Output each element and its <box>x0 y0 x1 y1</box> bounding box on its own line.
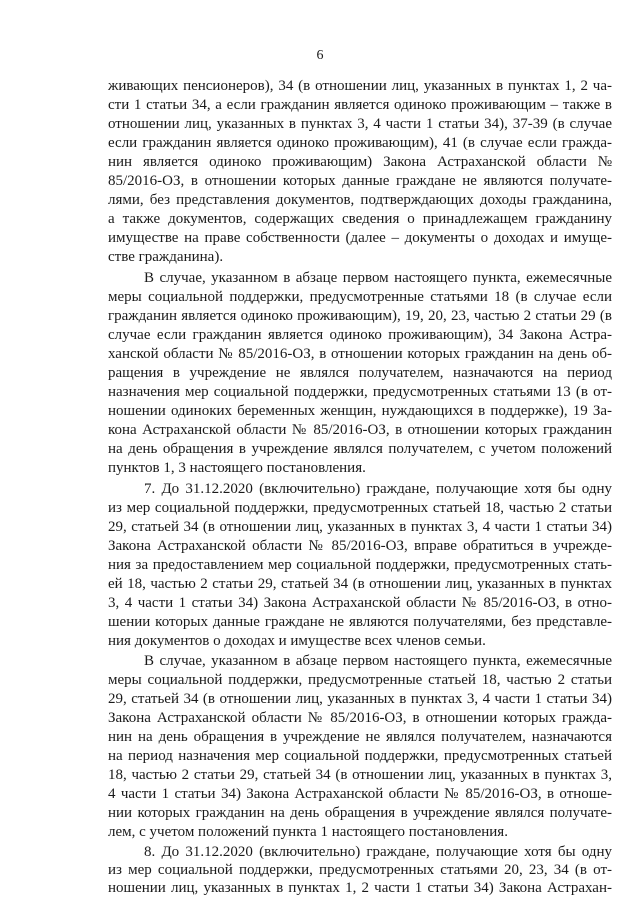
text-line: 3, 4 части 1 статьи 34) Закона Астраханской области № 85/2016-ОЗ, в отно- <box>108 595 612 611</box>
text-line: ращения в учреждение не являлся получателем, назначаются на период <box>108 365 612 381</box>
text-line: отношении лиц, указанных в пунктах 3, 4 части 1 статьи 34), 37-39 (в случае <box>108 116 612 132</box>
text-line: а также документов, содержащих сведения о принадлежащем гражданину <box>108 211 612 227</box>
text-line: лем, с учетом положений пункта 1 настоящего постановления. <box>108 824 508 840</box>
text-line: ния документов о доходах и имуществе всех членов семьи. <box>108 633 486 649</box>
text-line: нии которых гражданин на день обращения в учреждение являлся получате- <box>108 805 612 821</box>
text-line: сти 1 статьи 34, а если гражданин является одиноко проживающим – также в <box>108 97 612 113</box>
text-line: из мер социальной поддержки, предусмотренных статьями 20, 23, 34 (в от- <box>108 862 612 878</box>
text-line: на период назначения мер социальной поддержки, предусмотренных статьей <box>108 748 612 764</box>
text-line: лями, без представления документов, подтверждающих доходы гражданина, <box>108 192 612 208</box>
text-line: 18, частью 2 статьи 29, статьей 34 (в отношении лиц, указанных в пунктах 3, <box>108 767 612 783</box>
text-line: имуществе на праве собственности (далее – документы о доходах и имуще- <box>108 230 612 246</box>
text-line: Закона Астраханской области № 85/2016-ОЗ, в отношении которых гражда- <box>108 710 612 726</box>
text-line: из мер социальной поддержки, предусмотренных статьей 18, частью 2 статьи <box>108 500 612 516</box>
text-line: если гражданин является одиноко проживающим), 41 (в случае если гражда- <box>108 135 612 151</box>
page-number: 6 <box>316 48 324 63</box>
text-line: 29, статьей 34 (в отношении лиц, указанных в пунктах 3, 4 части 1 статьи 34) <box>108 691 612 707</box>
text-line: пунктов 1, 3 настоящего постановления. <box>108 460 366 476</box>
text-line: ей 18, частью 2 статьи 29, статьей 34 (в отношении лиц, указанных в пунктах <box>108 576 612 592</box>
text-line: нин является одиноко проживающим) Закона Астраханской области № <box>108 154 612 170</box>
text-line: на день обращения в учреждение являлся получателем, с учетом положений <box>108 441 612 457</box>
text-line: случае если гражданин является одиноко проживающим), 34 Закона Астра- <box>108 327 612 343</box>
text-line: гражданин является одиноко проживающим), 19, 20, 23, частью 2 статьи 29 (в <box>108 308 612 324</box>
text-line: кона Астраханской области № 85/2016-ОЗ, в отношении которых гражданин <box>108 422 612 438</box>
text-line: ханской области № 85/2016-ОЗ, в отношении которых гражданин на день об- <box>108 346 612 362</box>
text-line: 7. До 31.12.2020 (включительно) граждане, получающие хотя бы одну <box>144 481 612 497</box>
text-line: меры социальной поддержки, предусмотренные статьями 18 (в случае если <box>108 289 612 305</box>
text-line: назначения мер социальной поддержки, предусмотренных статьями 13 (в от- <box>108 384 612 400</box>
text-line: ношении одиноких беременных женщин, нуждающихся в поддержке), 19 За- <box>108 403 612 419</box>
text-line: В случае, указанном в абзаце первом настоящего пункта, ежемесячные <box>144 270 612 286</box>
text-line: В случае, указанном в абзаце первом настоящего пункта, ежемесячные <box>144 653 612 669</box>
text-line: 29, статьей 34 (в отношении лиц, указанных в пунктах 3, 4 части 1 статьи 34) <box>108 519 612 535</box>
text-line: 85/2016-ОЗ, в отношении которых данные граждане не являются получате- <box>108 173 612 189</box>
text-line: ния за предоставлением мер социальной поддержки, предусмотренных стать- <box>108 557 612 573</box>
text-line: ношении лиц, указанных в пунктах 1, 2 части 1 статьи 34) Закона Астрахан- <box>108 880 612 896</box>
text-line: стве гражданина). <box>108 249 224 265</box>
text-line: Закона Астраханской области № 85/2016-ОЗ, вправе обратиться в учрежде- <box>108 538 612 554</box>
text-line: нин на день обращения в учреждение не являлся получателем, назначаются <box>108 729 612 745</box>
text-line: живающих пенсионеров), 34 (в отношении лиц, указанных в пунктах 1, 2 ча- <box>108 78 612 94</box>
text-line: 4 части 1 статьи 34) Закона Астраханской области № 85/2016-ОЗ, в отноше- <box>108 786 612 802</box>
text-line: шении которых данные граждане не являются получателями, без представле- <box>108 614 612 630</box>
text-line: меры социальной поддержки, предусмотренные статьей 18, частью 2 статьи <box>108 672 612 688</box>
text-line: 8. До 31.12.2020 (включительно) граждане, получающие хотя бы одну <box>144 844 612 860</box>
